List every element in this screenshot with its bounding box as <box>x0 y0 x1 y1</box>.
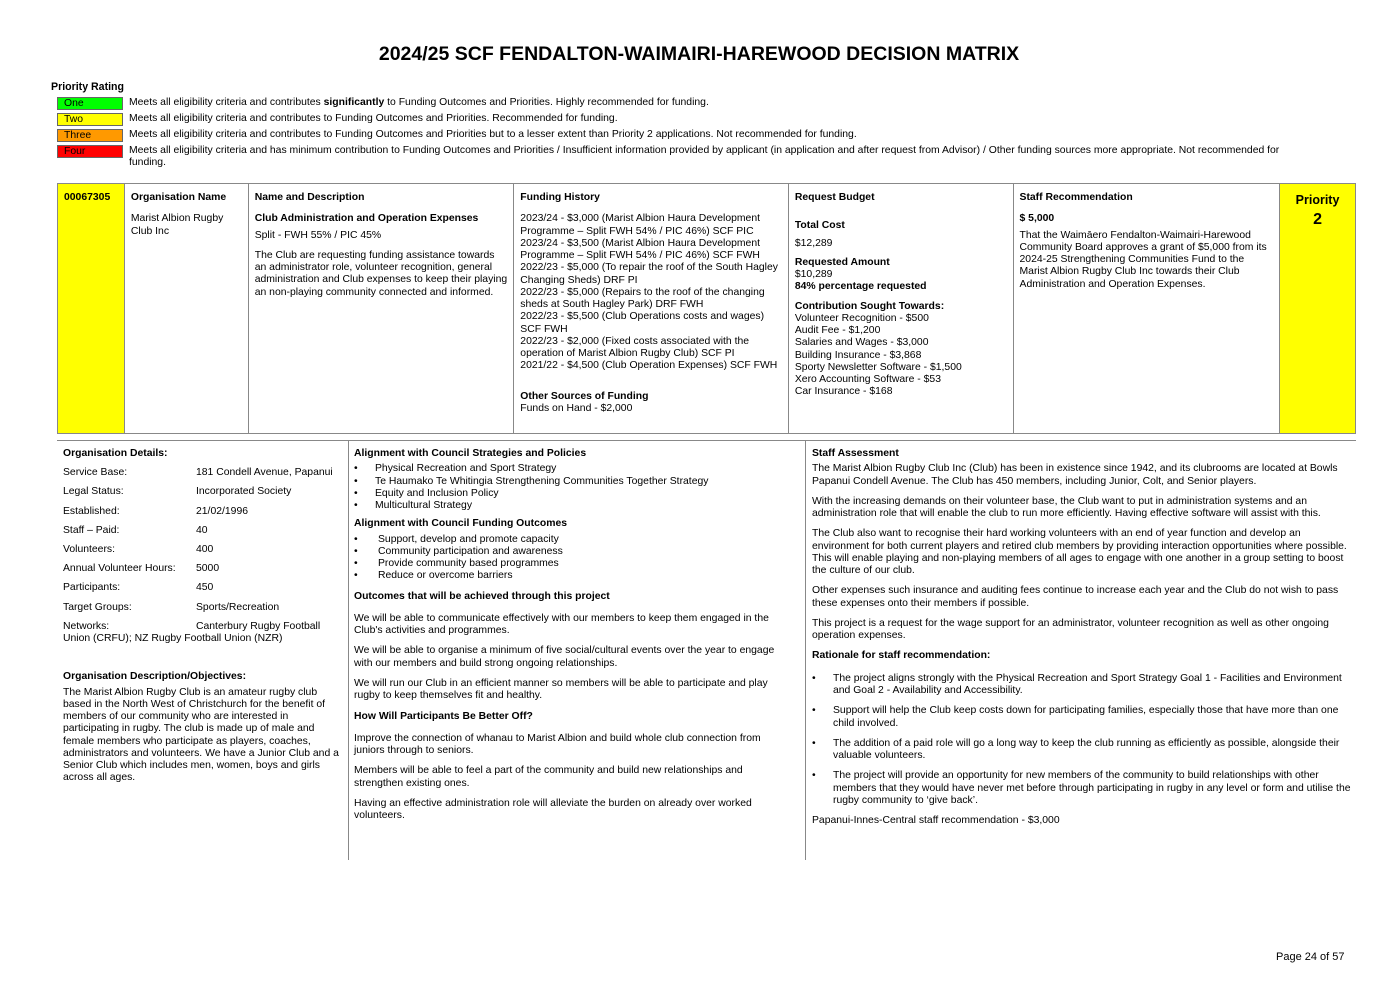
funding-history-item: 2022/23 - $5,500 (Club Operations costs and wages) SCF FWH <box>520 311 765 335</box>
funding-history-item: 2023/24 - $3,000 (Marist Albion Haura Development Programme – Split FWH 54% / PIC 46%) SCF PIC <box>520 213 760 237</box>
priority-rating-label: Priority Rating <box>51 81 124 93</box>
contribution-item: Sporty Newsletter Software - $1,500 <box>794 361 962 373</box>
better-off-header: How Will Participants Be Better Off? <box>354 710 533 722</box>
contribution-label: Contribution Sought Towards: <box>794 300 945 312</box>
rating-row-one <box>57 97 1357 110</box>
achieved-paragraph: We will be able to organise a minimum of five social/cultural events over the year to engage with our members and build strong ongoing relationships. <box>354 645 775 669</box>
rating-description: Meets all eligibility criteria and contributes significantly to Funding Outcomes and Priorities. Highly recommended for funding. <box>129 97 709 108</box>
name-description-header: Name and Description <box>254 192 365 203</box>
rating-description: Meets all eligibility criteria and contributes to Funding Outcomes and Priorities. Recommended for funding. <box>129 113 618 124</box>
assessment-paragraph: The Marist Albion Rugby Club Inc (Club) has been in existence since 1942, and its clubrooms are located at Bowls Papanui Condell Avenue. The Club has 450 members, including Junior, Colt, and Senior players. <box>812 463 1338 487</box>
staff-assessment-section <box>812 448 1354 827</box>
detail-row: Target Groups: Sports/Recreation <box>63 601 280 613</box>
staff-recommendation-cell <box>1014 184 1281 433</box>
detail-row: Established: 21/02/1996 <box>63 505 249 517</box>
staff-recommendation-header: Staff Recommendation <box>1019 192 1133 203</box>
funding-history-item: 2022/23 - $2,000 (Fixed costs associated with the operation of Marist Albion Rugby Club) SCF PI <box>520 335 750 360</box>
alignment-section <box>354 448 794 830</box>
detail-row: Service Base: 181 Condell Avenue, Papanui <box>63 467 333 479</box>
column-divider <box>348 440 349 860</box>
project-name: Club Administration and Operation Expenses <box>254 213 479 225</box>
funding-outcomes-header: Alignment with Council Funding Outcomes <box>354 518 567 530</box>
requested-amount-value: $10,289 <box>794 269 833 281</box>
assessment-paragraph: The Club also want to recognise their hard working volunteers with an end of year function and develop an environment for both current players and retired club members by providing interaction opportunities where possible. This will enable playing and non-playing members of all ages to engage with one another in a group setting to boost the culture of our club. <box>812 528 1347 577</box>
assessment-paragraph: This project is a request for the wage support for an administrator, volunteer recognition as well as other ongoing operation expenses. <box>812 617 1329 642</box>
achieved-header: Outcomes that will be achieved through this project <box>354 590 610 602</box>
outcome-item: • Support, develop and promote capacity <box>354 534 794 546</box>
detail-row: Legal Status: Incorporated Society <box>63 486 292 498</box>
rating-swatch: One <box>57 97 123 110</box>
percent-requested: 84% percentage requested <box>794 281 927 293</box>
funding-history-item: 2021/22 - $4,500 (Club Operation Expenses) SCF FWH <box>520 360 778 372</box>
rationale-header: Rationale for staff recommendation: <box>812 650 991 662</box>
funding-history-header: Funding History <box>520 192 600 203</box>
funding-split: Split - FWH 55% / PIC 45% <box>254 229 382 241</box>
other-sources-header: Other Sources of Funding <box>520 390 649 402</box>
rating-swatch: Two <box>57 113 123 126</box>
funding-history-cell <box>514 184 789 433</box>
contribution-item: Xero Accounting Software - $53 <box>794 374 941 386</box>
page-number: Page 24 of 57 <box>1276 951 1345 963</box>
total-cost-label: Total Cost <box>794 220 845 232</box>
strategy-item: • Multicultural Strategy <box>354 500 794 512</box>
detail-row: Staff – Paid: 40 <box>63 524 208 536</box>
contribution-item: Salaries and Wages - $3,000 <box>794 337 929 349</box>
assessment-paragraph: With the increasing demands on their volunteer base, the Club want to put in administration systems and an administration role that will enable the club to run more efficiently. Having effective software will assist with this. <box>812 495 1321 520</box>
detail-row: Volunteers: 400 <box>63 544 214 556</box>
column-divider <box>805 440 806 860</box>
organisation-name: Marist Albion Rugby Club Inc <box>130 213 224 237</box>
rating-row-two <box>57 113 1357 126</box>
funding-history-item: 2022/23 - $5,000 (Repairs to the roof of the changing sheds at South Hagley Park) DRF FWH <box>520 286 765 311</box>
funding-history-item: 2023/24 - $3,500 (Marist Albion Haura Development Programme – Split FWH 54% / PIC 46%) SCF FWH <box>520 237 760 262</box>
contribution-item: Building Insurance - $3,868 <box>794 349 922 361</box>
rationale-item: • The project will provide an opportunity for new members of the community to build relationships with other members that they would have never met before through participating in rugby in any level or form and utilise the rugby community to ‘give back’. <box>812 770 1354 807</box>
rating-row-three <box>57 129 1357 142</box>
priority-cell <box>1280 184 1355 433</box>
rating-description: Meets all eligibility criteria and has minimum contribution to Funding Outcomes and Priorities / Insufficient information provided by applicant (in application and after request from Advisor) / Other funding sources more appropriate. Not recommended for funding. <box>129 145 1280 169</box>
contribution-item: Car Insurance - $168 <box>794 386 893 398</box>
better-off-paragraph: Improve the connection of whanau to Marist Albion and build whole club connection from juniors through to seniors. <box>354 732 761 757</box>
staff-recommendation-text: That the Waimāero Fendalton-Waimairi-Harewood Community Board approves a grant of $5,000 from its 2024-25 Strengthening Communities Fund to the Marist Albion Rugby Club Inc towards their Club Administration and Operation Expenses. <box>1019 229 1267 290</box>
outcome-item: • Provide community based programmes <box>354 558 794 570</box>
organisation-header: Organisation Name <box>130 192 227 203</box>
rating-swatch: Three <box>57 129 123 142</box>
staff-recommendation-amount: $ 5,000 <box>1019 213 1055 225</box>
priority-value: 2 <box>1313 210 1322 228</box>
staff-assessment-header: Staff Assessment <box>812 448 899 459</box>
section-divider <box>57 440 1356 441</box>
organisation-details-section <box>63 448 342 785</box>
funding-outcomes-list <box>354 534 794 583</box>
name-description-cell <box>249 184 515 433</box>
strategies-header: Alignment with Council Strategies and Policies <box>354 448 587 459</box>
requested-amount-label: Requested Amount <box>794 256 890 268</box>
contribution-item: Audit Fee - $1,200 <box>794 325 881 337</box>
other-sources-value: Funds on Hand - $2,000 <box>520 402 633 414</box>
rating-row-four <box>57 145 1357 170</box>
page-title: 2024/25 SCF FENDALTON-WAIMAIRI-HAREWOOD DECISION MATRIX <box>378 43 1020 65</box>
achieved-paragraph: We will be able to communicate effectively with our members to keep them engaged in the Club's activities and programmes. <box>354 612 769 637</box>
outcome-item: • Reduce or overcome barriers <box>354 570 794 582</box>
strategies-list <box>354 463 794 512</box>
strategy-item: • Physical Recreation and Sport Strategy <box>354 463 794 475</box>
priority-header: Priority <box>1295 193 1340 207</box>
better-off-paragraph: Members will be able to feel a part of the community and build new relationships and strengthen existing ones. <box>354 765 743 789</box>
application-id-cell <box>58 184 125 433</box>
networks-row: Networks: Canterbury Rugby Football Union (CRFU); NZ Rugby Football Union (NZR) <box>63 620 321 645</box>
rationale-list <box>812 673 1354 807</box>
detail-row: Participants: 450 <box>63 582 214 594</box>
organisation-description-header: Organisation Description/Objectives: <box>63 671 247 683</box>
strategy-item: • Equity and Inclusion Policy <box>354 488 794 500</box>
organisation-description: The Marist Albion Rugby Club is an amateur rugby club based in the North West of Christchurch for the benefit of members of our community who are interested in participating in rugby. The club is made up of male and female members who participate as players, coaches, administrators and volunteers. We have a Junior Club and a Senior Club which includes men, women, boys and girls across all ages. <box>63 686 339 784</box>
application-id: 00067305 <box>64 192 111 203</box>
request-budget-header: Request Budget <box>794 192 875 203</box>
assessment-paragraph: Other expenses such insurance and auditing fees continue to increase each year and the Club do not wish to pass these expenses onto their members if possible. <box>812 585 1339 609</box>
rationale-item: • The addition of a paid role will go a long way to keep the club running as efficiently as possible, alongside their valuable volunteers. <box>812 738 1354 763</box>
application-matrix-table <box>57 183 1356 434</box>
other-staff-recommendation: Papanui-Innes-Central staff recommendation - $3,000 <box>812 815 1060 827</box>
funding-history-item: 2022/23 - $5,000 (To repair the roof of the South Hagley Changing Sheds) DRF PI <box>520 262 778 286</box>
rationale-item: • The project aligns strongly with the Physical Recreation and Sport Strategy Goal 1 - Facilities and Environment and Goal 2 - Availability and Accessibility. <box>812 673 1354 698</box>
organisation-cell <box>125 184 249 433</box>
achieved-paragraph: We will run our Club in an efficient manner so members will be able to participate and play rugby to keep themselves fit and healthy. <box>354 677 768 702</box>
funding-history-list <box>520 213 782 372</box>
rating-swatch: Four <box>57 145 123 158</box>
rationale-item: • Support will help the Club keep costs down for participating families, especially those that have more than one child involved. <box>812 705 1354 730</box>
priority-rating-legend <box>57 97 1357 173</box>
contribution-list <box>795 313 1007 399</box>
strategy-item: • Te Haumako Te Whitingia Strengthening Communities Together Strategy <box>354 476 794 488</box>
outcome-item: • Community participation and awareness <box>354 546 794 558</box>
better-off-paragraph: Having an effective administration role will alleviate the burden on already over worked volunteers. <box>354 797 752 822</box>
request-budget-cell <box>789 184 1014 433</box>
contribution-item: Volunteer Recognition - $500 <box>794 312 929 324</box>
organisation-details-header: Organisation Details: <box>63 448 168 459</box>
total-cost-value: $12,289 <box>794 237 833 249</box>
detail-row: Annual Volunteer Hours: 5000 <box>63 563 220 575</box>
project-description: The Club are requesting funding assistance towards an administrator role, volunteer recognition, general administration and Club expenses to keep their playing an non-playing community connected and informed. <box>254 249 508 298</box>
rating-description: Meets all eligibility criteria and contributes to Funding Outcomes and Priorities but to a lesser extent than Priority 2 applications. Not recommended for funding. <box>129 129 857 140</box>
